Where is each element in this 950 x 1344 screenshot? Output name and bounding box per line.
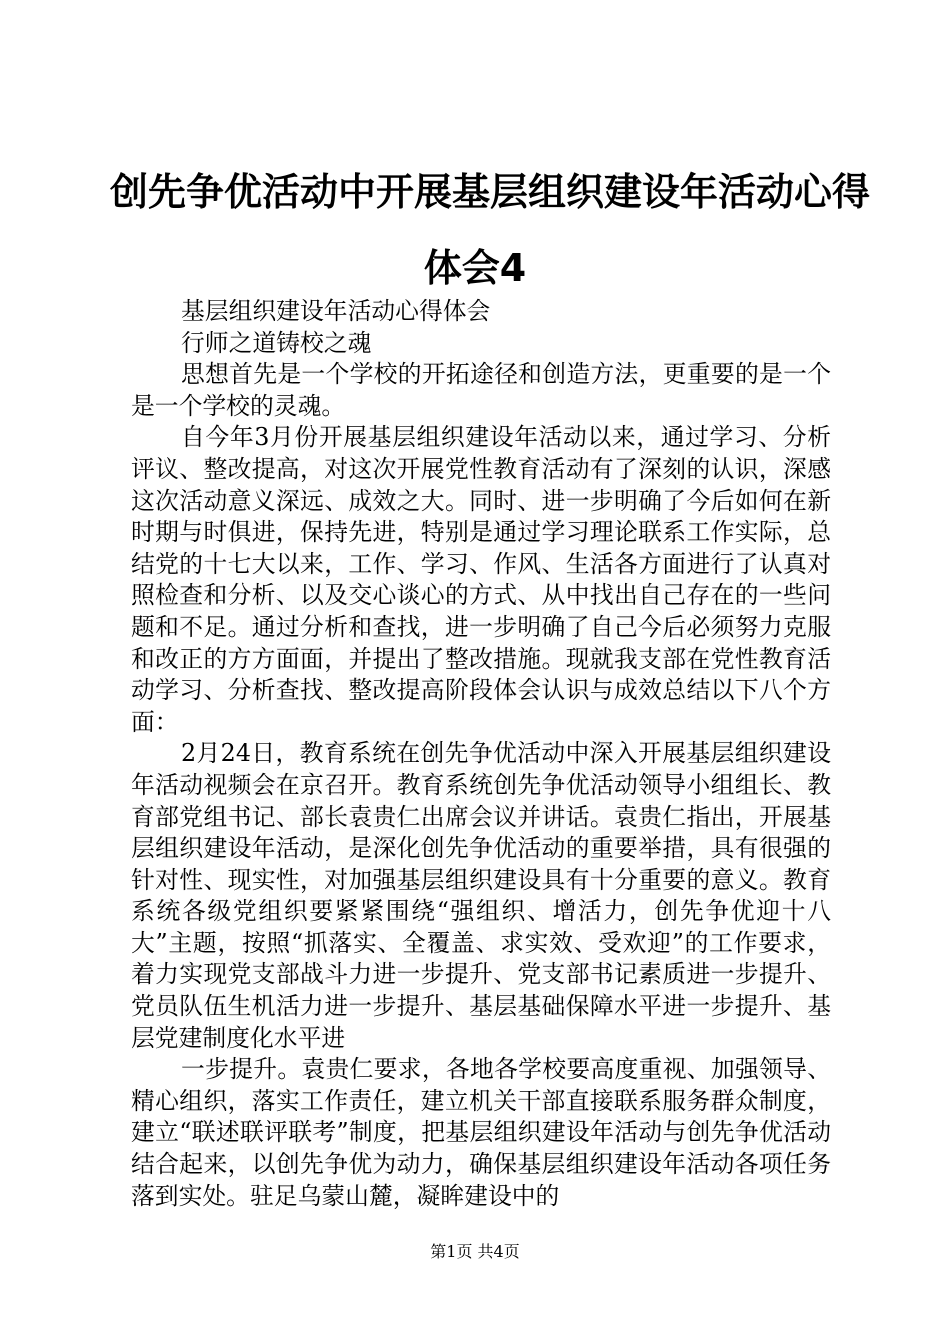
- document-title-line-1: 创先争优活动中开展基层组织建设年活动心得: [110, 170, 871, 214]
- document-title-line-2: 体会4: [423, 246, 527, 290]
- body-paragraph: 一步提升。袁贵仁要求，各地各学校要高度重视、加强领导、精心组织，落实工作责任，建立机关干部直接联系服务群众制度，建立“联述联评联考”制度，把基层组织建设年活动与创先争优活动结合起来，以创先争优为动力，确保基层组织建设年活动各项任务落到实处。驻足乌蒙山麓，凝眸建设中的: [131, 1055, 831, 1210]
- body-paragraph: 自今年3月份开展基层组织建设年活动以来，通过学习、分析评议、整改提高，对这次开展党性教育活动有了深刻的认识，深感这次活动意义深远、成效之大。同时、进一步明确了今后如何在新时期与时俱进，保持先进，特别是通过学习理论联系工作实际，总结党的十七大以来，工作、学习、作风、生活各方面进行了认真对照检查和分析、以及交心谈心的方式、从中找出自己存在的一些问题和不足。通过分析和查找，进一步明确了自己今后必须努力克服和改正的方方面面，并提出了整改措施。现就我支部在党性教育活动学习、分析查找、整改提高阶段体会认识与成效总结以下八个方面：: [131, 423, 831, 736]
- page-footer: 第1页 共4页: [430, 1242, 520, 1261]
- body-paragraph: 2月24日，教育系统在创先争优活动中深入开展基层组织建设年活动视频会在京召开。教育系统创先争优活动领导小组组长、教育部党组书记、部长袁贵仁出席会议并讲话。袁贵仁指出，开展基层组织建设年活动，是深化创先争优活动的重要举措，具有很强的针对性、现实性，对加强基层组织建设具有十分重要的意义。教育系统各级党组织要紧紧围绕“强组织、增活力，创先争优迎十八大”主题，按照“抓落实、全覆盖、求实效、受欢迎”的工作要求，着力实现党支部战斗力进一步提升、党支部书记素质进一步提升、党员队伍生机活力进一步提升、基层基础保障水平进一步提升、基层党建制度化水平进: [131, 739, 831, 1052]
- document-body: [131, 296, 831, 1212]
- motto-paragraph: 行师之道铸校之魂: [181, 328, 372, 357]
- body-paragraph: 思想首先是一个学校的开拓途径和创造方法，更重要的是一个是一个学校的灵魂。: [131, 360, 831, 420]
- subtitle-paragraph: 基层组织建设年活动心得体会: [181, 297, 491, 325]
